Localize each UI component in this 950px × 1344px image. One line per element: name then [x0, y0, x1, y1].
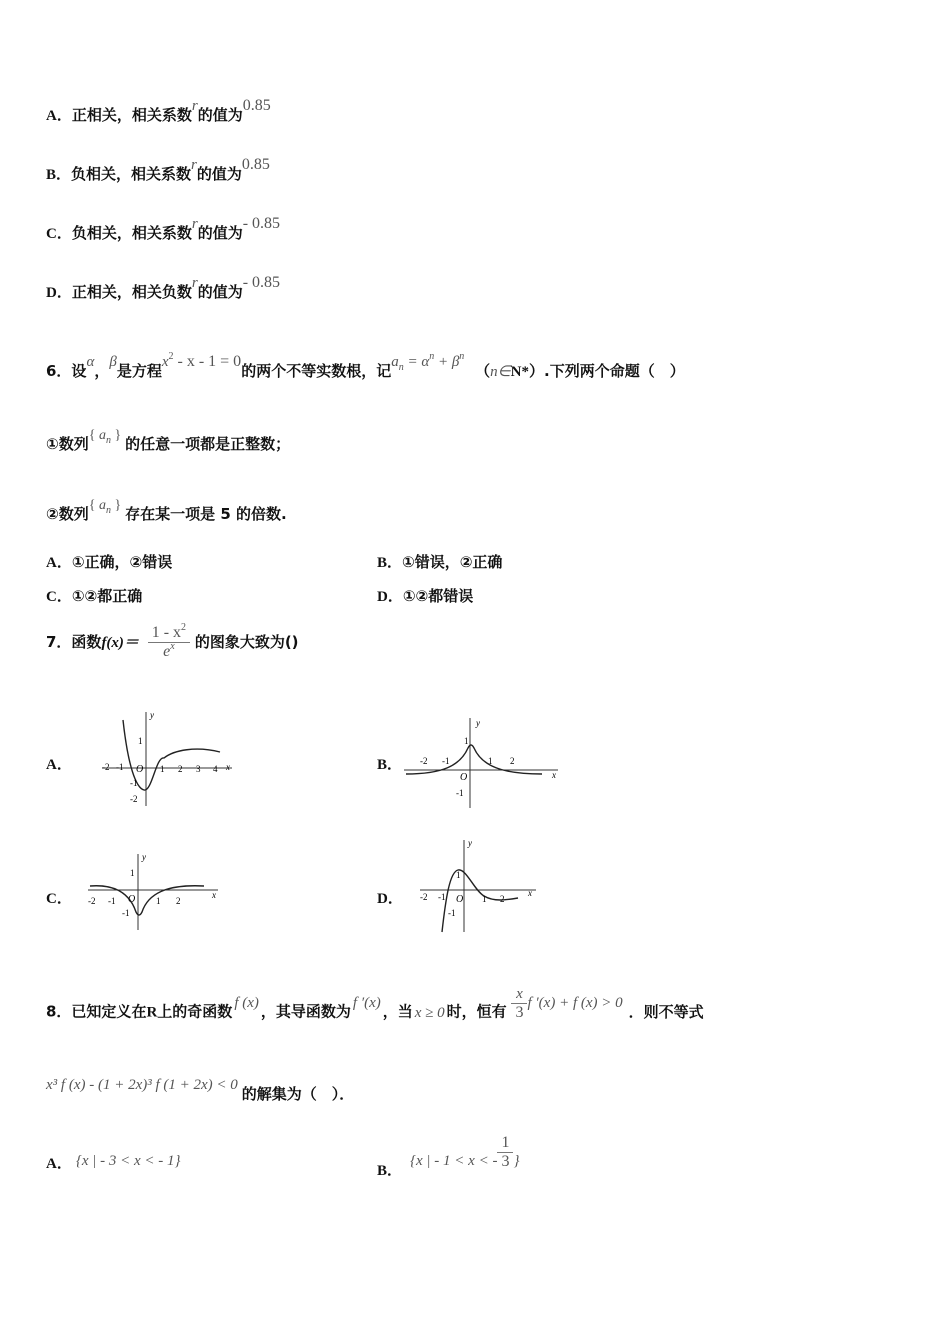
fraction [511, 986, 527, 1022]
num-text: 1 - x [151, 624, 182, 641]
punct: ， [94, 362, 110, 380]
tick-label: -2 [420, 892, 428, 902]
option-math: } [513, 1153, 520, 1169]
tick-label: -1 [456, 788, 464, 798]
num-exp: 2 [181, 622, 187, 633]
den-exp: x [170, 641, 175, 652]
tick-label: 1 [160, 764, 165, 774]
tick-label: -1 [448, 908, 456, 918]
stmt-text: ②数列 [46, 505, 89, 523]
stem-text: 的解集为（ ）． [241, 1085, 355, 1103]
option-text: 负相关，相关系数 [71, 165, 192, 183]
stmt-text: 存在某一项是 5 的倍数. [125, 505, 287, 523]
option-label: B． [377, 757, 403, 773]
option-label: D． [377, 589, 403, 605]
tick-label: 2 [500, 894, 505, 904]
option-text: ①正确，②错误 [71, 553, 173, 571]
math-var: r [191, 98, 198, 114]
x-axis-label: x [528, 888, 532, 898]
graph-a [100, 706, 235, 808]
q7-option-a [46, 753, 72, 774]
q7-option-b [377, 753, 402, 774]
option-label: C． [46, 226, 72, 242]
option-text: 正相关，相关负数 [71, 283, 192, 301]
option-label: B． [377, 555, 403, 571]
equation [162, 352, 241, 370]
tick-label: 1 [138, 736, 143, 746]
stem-text: 的图象大致为() [194, 633, 299, 651]
option-label: C． [46, 891, 72, 907]
graph-b [402, 714, 562, 810]
option-text: ①②都错误 [402, 587, 474, 605]
fraction-numerator: x [511, 986, 527, 1004]
stem-text: 时，恒有 [446, 1002, 507, 1021]
math-exp: 2 [168, 351, 174, 362]
math-rest: = α [403, 354, 430, 370]
y-axis-label: y [468, 838, 472, 848]
option-text: ①②都正确 [71, 587, 143, 605]
y-axis-label: y [150, 710, 154, 720]
fraction-numerator: 1 [497, 1134, 513, 1153]
stmt-text: 的任意一项都是正整数； [125, 435, 291, 453]
option-text: 的值为 [196, 165, 242, 183]
fraction [148, 624, 190, 661]
option-math: {x | - 3 < x < - 1} [75, 1153, 181, 1169]
origin-label: O [460, 772, 468, 783]
tick-label: -2 [420, 756, 428, 766]
math-set-N: N* [510, 364, 530, 380]
tick-label: -1 [122, 908, 130, 918]
q7-option-d [377, 887, 403, 908]
sequence-def: $a_n = \alpha^n + \beta^n$ [391, 351, 465, 373]
math-var: r [191, 157, 197, 173]
tick-label: -1 [108, 896, 116, 906]
math-value: 0.85 [241, 156, 270, 173]
math-rest: + β [434, 354, 460, 370]
q8-option-b [377, 1134, 520, 1179]
fraction-denominator: 3 [501, 1153, 510, 1170]
math-rest: - x - 1 = 0 [173, 353, 242, 370]
option-math: {x | - 1 < x < - [410, 1153, 498, 1169]
question-number: 7．函数 [46, 633, 102, 651]
math-value: 0.85 [242, 97, 271, 114]
origin-label: O [128, 894, 136, 905]
q8-option-a [46, 1152, 181, 1173]
tick-label: 2 [176, 896, 181, 906]
option-text: ①错误，②正确 [402, 553, 503, 571]
curve [442, 870, 518, 932]
fraction [497, 1134, 513, 1171]
x-axis-label: x [552, 770, 556, 780]
math-fx: f (x) [234, 994, 259, 1011]
x-axis-label: x [226, 762, 230, 772]
function-name: f(x)＝ [101, 635, 139, 651]
x-axis-label: x [212, 890, 216, 900]
tick-label: 1 [482, 894, 487, 904]
den-text: e [163, 643, 171, 660]
option-label: B． [46, 167, 72, 183]
q6-statement-2 [46, 498, 287, 524]
option-label: A． [46, 555, 72, 571]
tick-label: 1 [456, 870, 461, 880]
option-label: D． [377, 891, 403, 907]
math-var: x [161, 354, 169, 370]
tick-label: -2 [88, 896, 96, 906]
tick-label: -1 [442, 756, 450, 766]
q6-option-a [46, 551, 172, 572]
stem-text: 上的奇函数 [157, 1002, 233, 1021]
option-text: 的值为 [197, 283, 243, 301]
math-beta: β [109, 354, 117, 370]
q6-option-d [377, 585, 473, 606]
tick-label: 1 [464, 736, 469, 746]
question-number: 6．设 [46, 362, 87, 380]
option-text: 的值为 [197, 106, 243, 124]
tick-label: 2 [178, 764, 183, 774]
option-text: 的值为 [197, 224, 243, 242]
q5-option-b [46, 156, 270, 184]
graph-c [86, 850, 222, 932]
option-label: D． [46, 285, 72, 301]
tick-label: -2 [130, 794, 138, 804]
sequence-braces: { $a_n$ } [88, 498, 122, 516]
math-set: n∈ [490, 364, 511, 380]
stem-text: 的两个不等实数根，记 [241, 362, 392, 380]
q5-option-c [46, 215, 281, 243]
q8-stem-2 [46, 1077, 355, 1104]
tick-label: 1 [156, 896, 161, 906]
fraction-numerator [148, 624, 190, 643]
stem-text: ，其导函数为 [260, 1002, 351, 1021]
punct: （ [475, 362, 491, 380]
q7-stem [46, 624, 299, 661]
math-fprime: f ′(x) [352, 994, 381, 1011]
math-ineq: f ′(x) + f (x) > 0 [527, 994, 623, 1011]
q6-option-c [46, 585, 142, 606]
option-label: C． [46, 589, 72, 605]
option-label: A． [46, 108, 72, 124]
option-text: 负相关，相关系数 [71, 224, 192, 242]
math-alpha: α [86, 354, 95, 370]
math-value: - 0.85 [242, 215, 281, 232]
option-label: A． [46, 1156, 72, 1172]
q6-statement-1 [46, 428, 291, 454]
tick-label: 1 [130, 868, 135, 878]
stem-text: ）.下列两个命题（ ） [529, 362, 685, 380]
stmt-text: ①数列 [46, 435, 89, 453]
sequence-braces: { $a_n$ } [88, 428, 122, 446]
y-axis-label: y [476, 718, 480, 728]
math-value: - 0.85 [242, 274, 281, 291]
q5-option-d [46, 274, 281, 302]
option-label: A． [46, 757, 72, 773]
option-label: B． [377, 1163, 403, 1179]
curve [123, 720, 220, 790]
math-var: r [191, 275, 198, 291]
math-var: a [391, 354, 399, 370]
origin-label: O [456, 894, 464, 905]
q7-option-c [46, 887, 72, 908]
q5-option-a [46, 97, 271, 125]
tick-label: -1 [130, 778, 138, 788]
math-var: r [191, 216, 198, 232]
fraction-denominator: 3 [515, 1004, 524, 1021]
option-text: 正相关，相关系数 [71, 106, 192, 124]
q6-stem [46, 351, 685, 381]
tick-label: 1 [488, 756, 493, 766]
fraction-denominator [148, 643, 190, 661]
origin-label: O [136, 764, 144, 775]
stem-text: ．则不等式 [628, 1002, 704, 1021]
math-cond: x ≥ 0 [414, 1004, 445, 1021]
question-number: 8．已知定义在 [46, 1002, 147, 1021]
tick-label: 4 [213, 764, 218, 774]
tick-label: 2 [510, 756, 515, 766]
set-R: R [146, 1004, 158, 1021]
tick-label: -1 [438, 892, 446, 902]
stem-text: ，当 [382, 1002, 413, 1021]
y-axis-label: y [142, 852, 146, 862]
stem-text: 是方程 [116, 362, 162, 380]
q8-stem [46, 986, 704, 1030]
math-ineq: x³ f (x) - (1 + 2x)³ f (1 + 2x) < 0 [46, 1077, 238, 1093]
graph-d [418, 836, 540, 934]
tick-label: 3 [196, 764, 201, 774]
math-sub: n [398, 362, 404, 373]
q6-option-b [377, 551, 502, 572]
tick-label: -1 [116, 762, 124, 772]
tick-label: -2 [102, 762, 110, 772]
